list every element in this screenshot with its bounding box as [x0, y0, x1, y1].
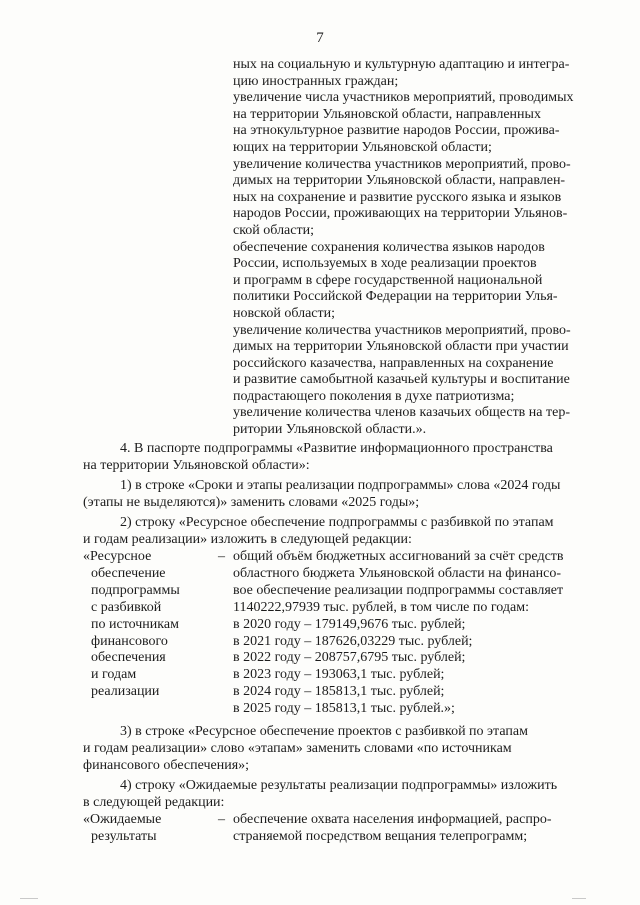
sub-3-line-1: 3) в строке «Ресурсное обеспечение проектов с разбивкой по этапам — [120, 724, 528, 739]
sub-2-line-1: 2) строку «Ресурсное обеспечение подпрограммы с разбивкой по этапам — [120, 515, 554, 530]
value-line: в 2025 году – 185813,1 тыс. рублей.»; — [233, 701, 455, 717]
list-line: ных на социальную и культурную адаптацию и интегра- — [233, 57, 570, 72]
sub-3-line-2: и годам реализации» слово «этапам» заменить словами «по источникам — [83, 741, 512, 756]
list-line: подрастающего поколения в духе патриотизма; — [233, 388, 515, 404]
value-line: в 2021 году – 187626,03229 тыс. рублей; — [233, 633, 473, 649]
list-line: ской области; — [233, 222, 314, 238]
list-line: увеличение количества участников мероприятий, прово- — [233, 322, 571, 338]
sub-4-line-1: 4) строку «Ожидаемые результаты реализации подпрограммы» изложить — [120, 778, 558, 793]
indicator-list — [233, 57, 605, 439]
item-4-line-2: на территории Ульяновской области»: — [83, 458, 310, 473]
value-line: 1140222,97939 тыс. рублей, в том числе по годам: — [233, 599, 529, 615]
sub-1-line-2: (этапы не выделяются)» заменить словами «2025 годы»; — [83, 495, 420, 510]
value-line: обеспечение охвата населения информацией, распро- — [233, 812, 552, 827]
resource-dash: – — [218, 549, 225, 564]
item-4-line-1: 4. В паспорте подпрограммы «Развитие информационного пространства — [120, 441, 553, 456]
value-line: в 2022 году – 208757,6795 тыс. рублей; — [233, 650, 466, 666]
value-line: вое обеспечение реализации подпрограммы составляет — [233, 582, 564, 598]
label-line: обеспечение — [91, 565, 166, 581]
scan-artifact — [572, 898, 586, 899]
sub-2-line-2: и годам реализации» изложить в следующей редакции: — [83, 532, 412, 547]
list-line: увеличение количества участников мероприятий, прово- — [233, 156, 571, 172]
label-line: по источникам — [91, 616, 179, 632]
label-line: «Ресурсное — [83, 549, 152, 564]
list-line: димых на территории Ульяновской области при участии — [233, 339, 569, 355]
list-line: ритории Ульяновской области.». — [233, 422, 427, 438]
results-value — [233, 812, 551, 846]
list-line: политики Российской Федерации на территории Улья- — [233, 289, 558, 305]
label-line: «Ожидаемые — [83, 812, 162, 827]
sub-3-line-3: финансового обеспечения»; — [83, 758, 250, 773]
results-label — [83, 812, 161, 846]
resource-label — [83, 549, 180, 701]
scan-artifact — [20, 898, 38, 899]
list-line: ных на сохранение и развитие русского языка и языков — [233, 189, 562, 205]
list-line: новской области; — [233, 305, 336, 321]
label-line: финансового — [91, 633, 168, 649]
value-line: страняемой посредством вещания телепрограмм; — [233, 828, 528, 844]
label-line: и годам — [91, 667, 137, 683]
resource-value — [233, 549, 564, 718]
list-line: и развитие самобытной казачьей культуры и воспитание — [233, 372, 570, 388]
value-line: в 2024 году – 185813,1 тыс. рублей; — [233, 684, 445, 700]
label-line: реализации — [91, 684, 160, 700]
list-line: ющих на территории Ульяновской области; — [233, 139, 492, 155]
list-line: обеспечение сохранения количества языков народов — [233, 239, 545, 255]
list-line: России, используемых в ходе реализации проектов — [233, 256, 537, 272]
list-line: димых на территории Ульяновской области, направлен- — [233, 173, 566, 189]
label-line: с разбивкой — [91, 599, 162, 615]
list-line: и программ в сфере государственной национальной — [233, 272, 543, 288]
value-line: в 2020 году – 179149,9676 тыс. рублей; — [233, 616, 466, 632]
label-line: обеспечения — [91, 650, 166, 666]
label-line: результаты — [91, 828, 157, 844]
sub-4-line-2: в следующей редакции: — [83, 795, 225, 810]
sub-1-line-1: 1) в строке «Сроки и этапы реализации подпрограммы» слова «2024 годы — [120, 478, 561, 493]
value-line: в 2023 году – 193063,1 тыс. рублей; — [233, 667, 445, 683]
results-dash: – — [218, 812, 225, 827]
list-line: российского казачества, направленных на сохранение — [233, 355, 554, 371]
list-line: цию иностранных граждан; — [233, 73, 399, 89]
value-line: областного бюджета Ульяновской области на финансо- — [233, 565, 561, 581]
list-line: на этнокультурное развитие народов России, прожива- — [233, 123, 560, 139]
list-line: на территории Ульяновской области, направленных — [233, 106, 541, 122]
list-line: народов России, проживающих на территории Ульянов- — [233, 206, 568, 222]
label-line: подпрограммы — [91, 582, 180, 598]
value-line: общий объём бюджетных ассигнований за счёт средств — [233, 549, 564, 564]
page-number: 7 — [316, 30, 324, 46]
list-line: увеличение количества членов казачьих обществ на тер- — [233, 405, 570, 421]
list-line: увеличение числа участников мероприятий, проводимых — [233, 90, 574, 106]
